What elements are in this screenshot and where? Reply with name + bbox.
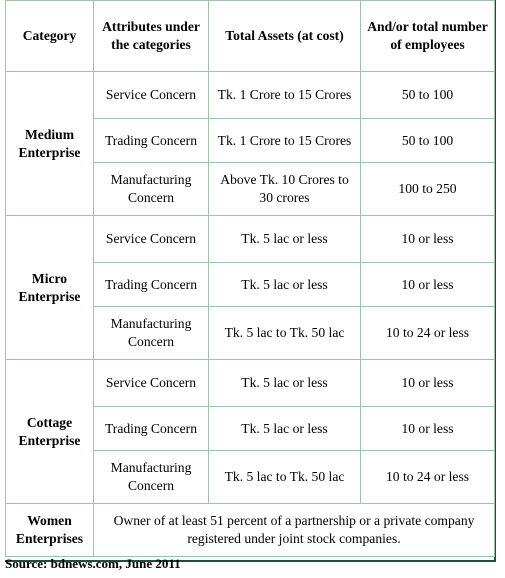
assets-cell: Tk. 5 lac or less (209, 216, 361, 263)
header-category: Category (6, 1, 94, 72)
attribute-cell: Manufacturing Concern (94, 163, 209, 216)
assets-cell: Tk. 5 lac to Tk. 50 lac (209, 307, 361, 360)
assets-cell: Above Tk. 10 Crores to 30 crores (209, 163, 361, 216)
assets-cell: Tk. 1 Crore to 15 Crores (209, 72, 361, 119)
assets-cell: Tk. 1 Crore to 15 Crores (209, 119, 361, 163)
category-women-enterprises: Women Enterprises (6, 504, 94, 557)
attribute-cell: Trading Concern (94, 407, 209, 451)
category-cottage-enterprise: Cottage Enterprise (6, 360, 94, 504)
header-total-assets: Total Assets (at cost) (209, 1, 361, 72)
table-header-row (6, 1, 495, 72)
employees-cell: 10 or less (361, 407, 495, 451)
table-row (6, 216, 495, 263)
employees-cell: 10 or less (361, 360, 495, 407)
table-row (6, 72, 495, 119)
table-row-women (6, 504, 495, 557)
employees-cell: 50 to 100 (361, 72, 495, 119)
attribute-cell: Manufacturing Concern (94, 307, 209, 360)
header-employees: And/or total number of employees (361, 1, 495, 72)
assets-cell: Tk. 5 lac or less (209, 360, 361, 407)
source-note: Source: bdnews.com, June 2011 (5, 556, 181, 571)
attribute-cell: Service Concern (94, 360, 209, 407)
employees-cell: 10 or less (361, 216, 495, 263)
assets-cell: Tk. 5 lac or less (209, 263, 361, 307)
category-micro-enterprise: Micro Enterprise (6, 216, 94, 360)
women-description-cell: Owner of at least 51 percent of a partnership or a private company registered under joint stock companies. (94, 504, 495, 557)
employees-cell: 10 to 24 or less (361, 307, 495, 360)
assets-cell: Tk. 5 lac or less (209, 407, 361, 451)
employees-cell: 50 to 100 (361, 119, 495, 163)
assets-cell: Tk. 5 lac to Tk. 50 lac (209, 451, 361, 504)
header-attributes: Attributes under the categories (94, 1, 209, 72)
table-row (6, 360, 495, 407)
employees-cell: 10 to 24 or less (361, 451, 495, 504)
attribute-cell: Trading Concern (94, 263, 209, 307)
employees-cell: 10 or less (361, 263, 495, 307)
attribute-cell: Service Concern (94, 72, 209, 119)
enterprise-table-frame (5, 0, 496, 562)
attribute-cell: Manufacturing Concern (94, 451, 209, 504)
attribute-cell: Service Concern (94, 216, 209, 263)
enterprise-classification-table (5, 0, 495, 557)
category-medium-enterprise: Medium Enterprise (6, 72, 94, 216)
attribute-cell: Trading Concern (94, 119, 209, 163)
employees-cell: 100 to 250 (361, 163, 495, 216)
